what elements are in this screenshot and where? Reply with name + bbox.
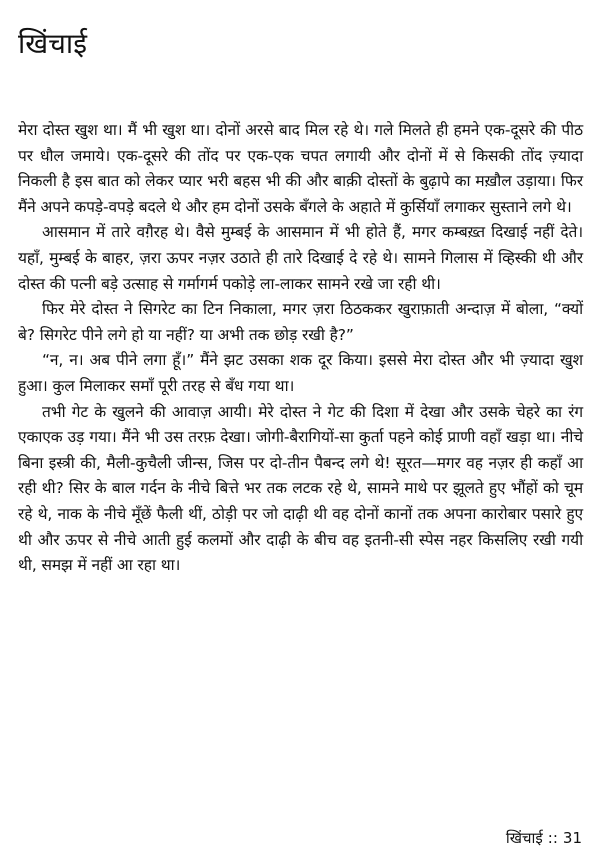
paragraph-2: आसमान में तारे वग़ैरह थे। वैसे मुम्बई के आसमान में भी होते हैं, मगर कम्बख़्त दिखाई नहीं देते। यहाँ, मुम्बई के बाहर, ज़रा ऊपर नज़र उठाते ही तारे दिखाई दे रहे थे। सामने गिलास में व्हिस्की थी और दोस्त की पत्नी बड़े उत्साह से गर्मागर्म पकोड़े ला-लाकर सामने रखे जा रही थी।: [18, 223, 583, 293]
chapter-title: खिंचाई: [18, 27, 87, 60]
page-footer: [506, 828, 582, 848]
paragraph-1: मेरा दोस्त खुश था। मैं भी खुश था। दोनों अरसे बाद मिल रहे थे। गले मिलते ही हमने एक-दूसरे की पीठ पर धौल जमाये। एक-दूसरे की तोंद पर एक-एक चपत लगायी और दोनों में से किसकी तोंद ज़्यादा निकली है इस बात को लेकर प्यार भरी बहस भी की और बाक़ी दोस्तों के बुढ़ापे का मख़ौल उड़ाया। फिर मैंने अपने कपड़े-वपड़े बदले थे और हम दोनों उसके बँगले के अहाते में कुर्सियाँ लगाकर सुस्ताने लगे थे।: [18, 121, 583, 216]
running-title: खिंचाई: [505, 829, 543, 847]
footer-separator: ::: [547, 829, 558, 847]
paragraph-3: फिर मेरे दोस्त ने सिगरेट का टिन निकाला, मगर ज़रा ठिठककर खुराफ़ाती अन्दाज़ में बोला, “क्यों बे? सिगरेट पीने लगे हो या नहीं? या अभी तक छोड़ रखी है?”: [18, 300, 583, 344]
paragraph-4: “न, न। अब पीने लगा हूँ।” मैंने झट उसका शक दूर किया। इससे मेरा दोस्त और भी ज़्यादा खुश हुआ। कुल मिलाकर समाँ पूरी तरह से बँध गया था।: [18, 351, 583, 395]
page-number: 31: [562, 829, 582, 847]
paragraph-5: तभी गेट के खुलने की आवाज़ आयी। मेरे दोस्त ने गेट की दिशा में देखा और उसके चेहरे का रंग एकाएक उड़ गया। मैंने भी उस तरफ़ देखा। जोगी-बैरागियों-सा कुर्ता पहने कोई प्राणी वहाँ खड़ा था। नीचे बिना इस्त्री की, मैली-कुचैली जीन्स, जिस पर दो-तीन पैबन्द लगे थे! सूरत—मगर वह नज़र ही कहाँ आ रही थी? सिर के बाल गर्दन के नीचे बित्ते भर तक लटक रहे थे, सामने माथे पर झूलते हुए भौंहों को चूम रहे थे, नाक के नीचे मूँछें फैली थीं, ठोड़ी पर जो दाढ़ी थी वह दोनों कानों तक अपना कारोबार पसारे हुए थी और ऊपर से नीचे आती हुई कलमों और दाढ़ी के बीच वह इतनी-सी स्पेस नहर किसलिए रखी गयी थी, समझ में नहीं आ रहा था।: [18, 402, 583, 575]
chapter-body: [18, 118, 583, 579]
